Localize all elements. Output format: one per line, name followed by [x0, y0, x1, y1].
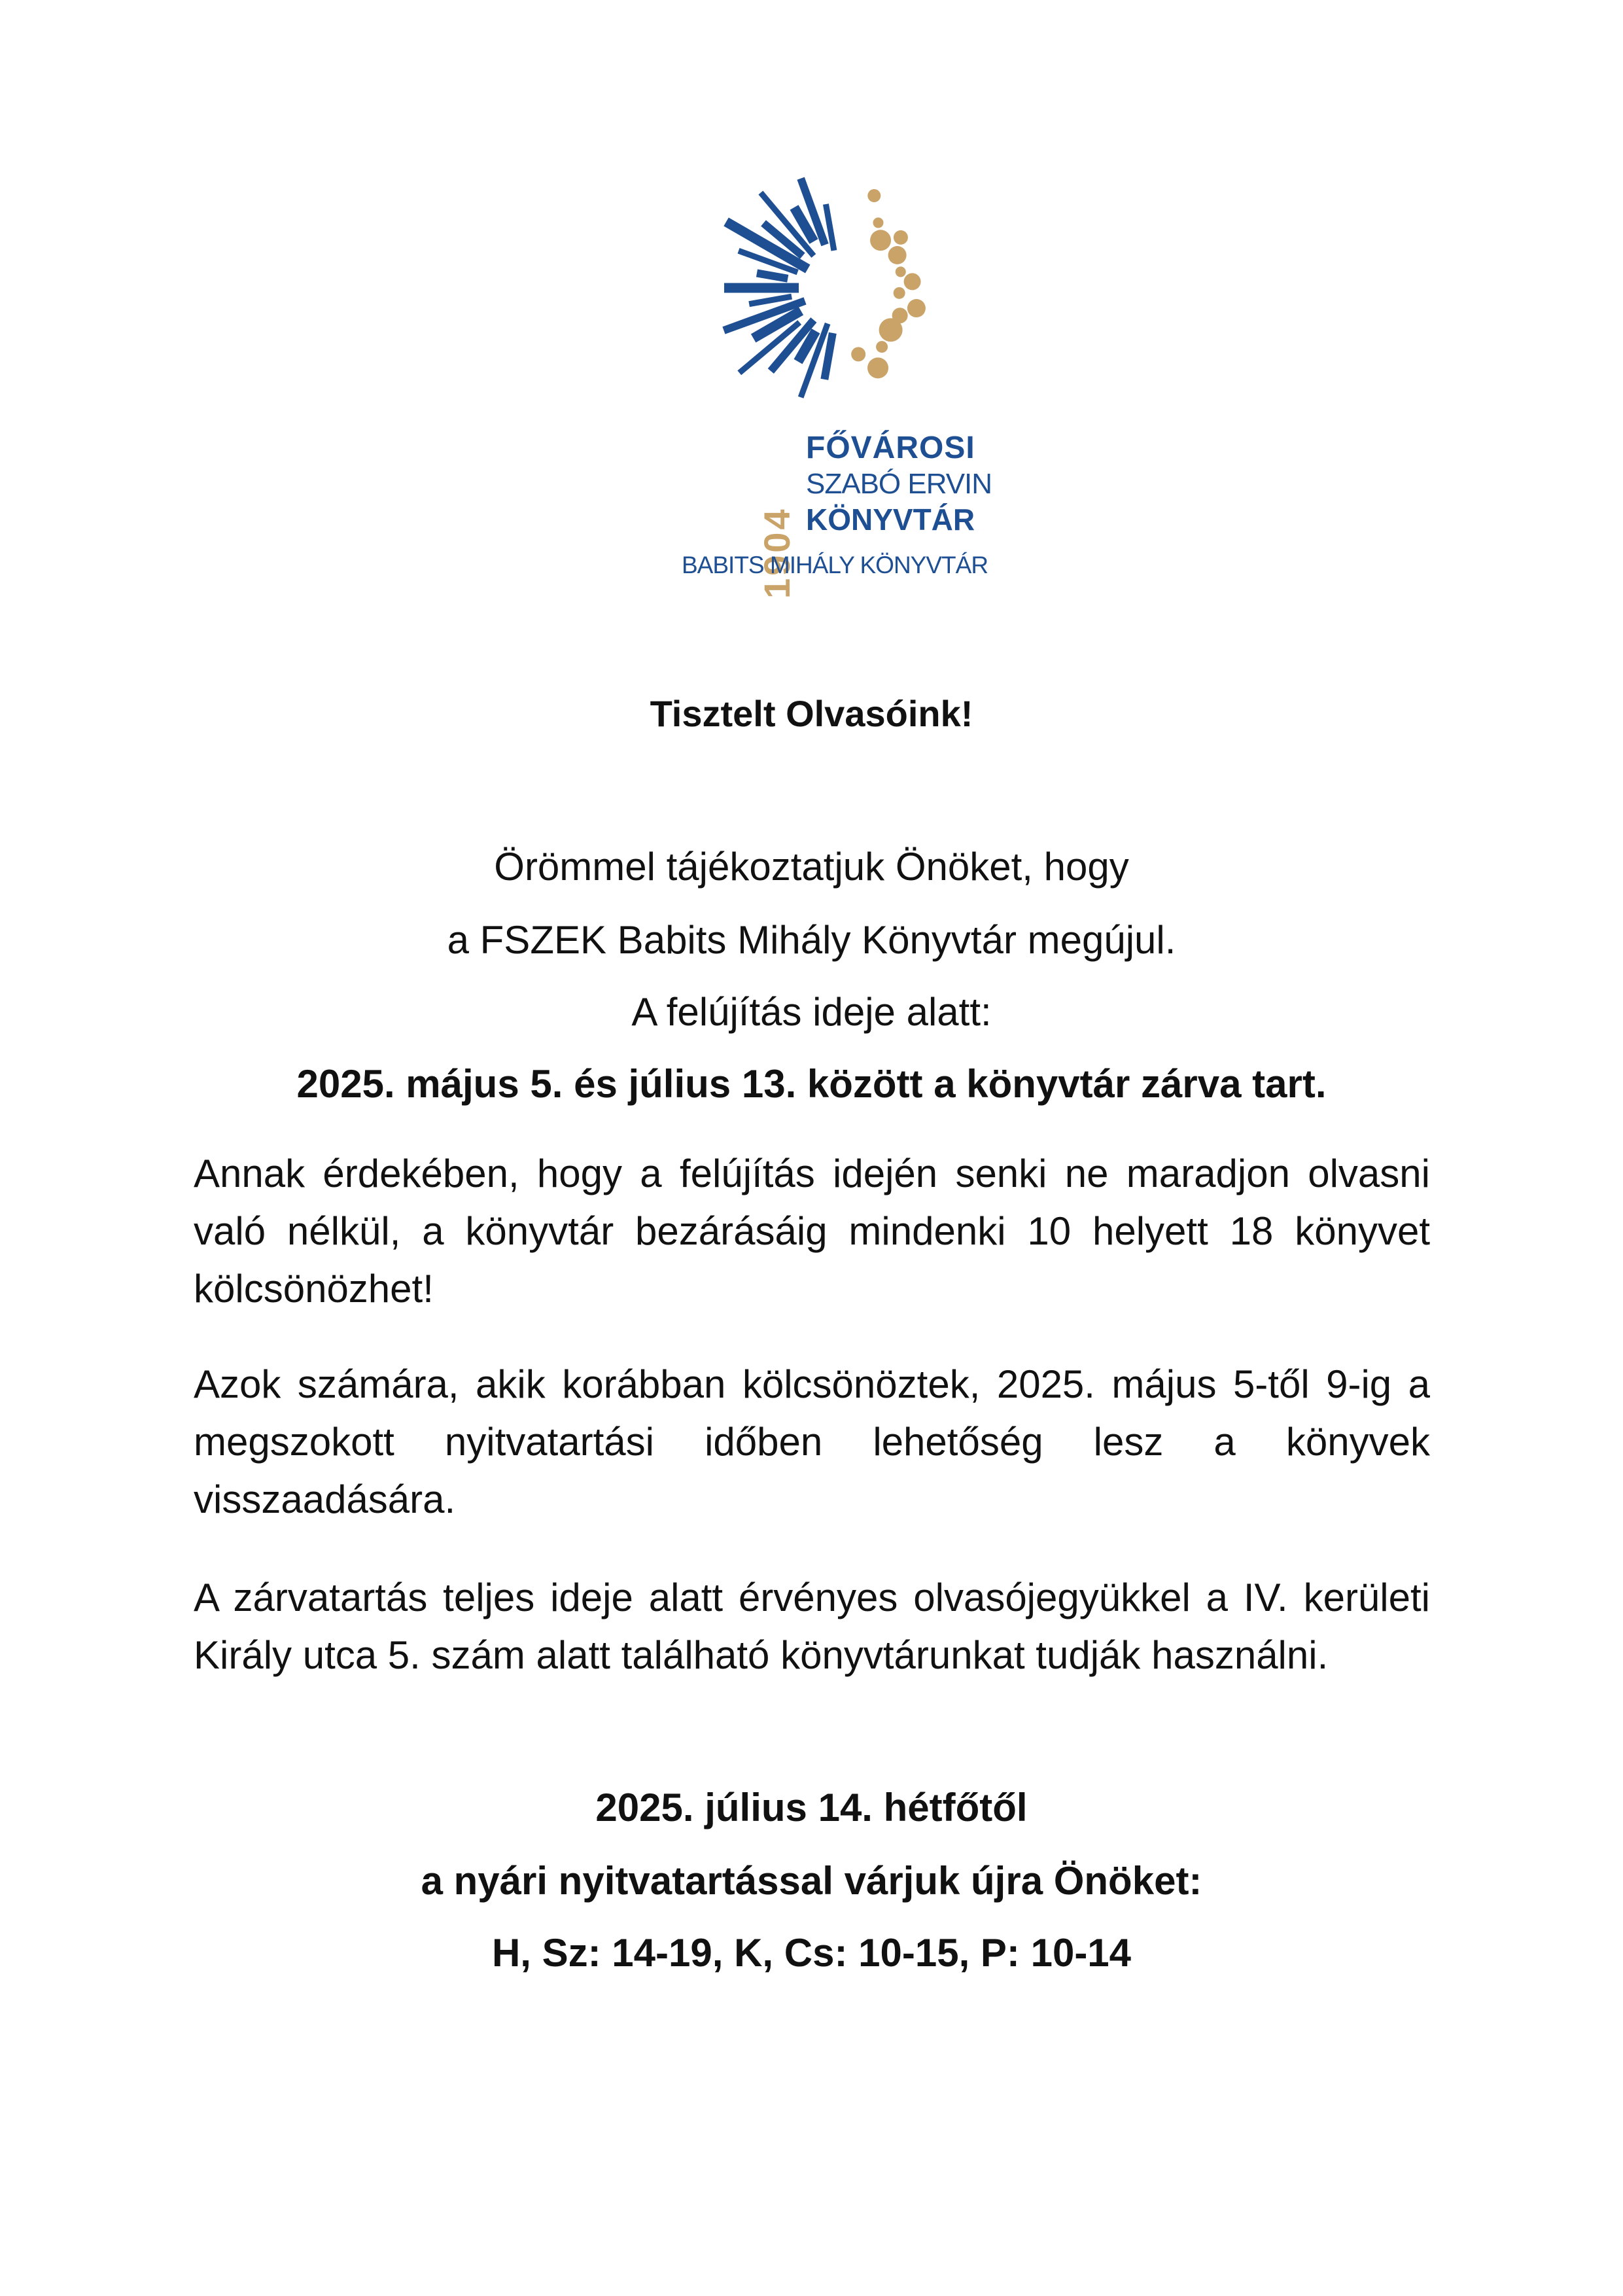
logo-dot: [894, 230, 908, 245]
logo-dots: [851, 189, 926, 378]
logo-ray: [749, 296, 792, 304]
logo-dot: [904, 273, 921, 290]
logo-dot: [870, 230, 891, 251]
opening-hours: H, Sz: 14-19, K, Cs: 10-15, P: 10-14: [491, 1931, 1132, 1975]
intro-line-2: a FSZEK Babits Mihály Könyvtár megújul.: [447, 918, 1176, 962]
logo-dot: [867, 357, 888, 378]
paragraph-alternative-library: A zárvatartás teljes ideje alatt érvényes olvasójegyükkel a IV. kerületi Király utca 5. szám alatt található könyvtárunkat tudják használni.: [194, 1576, 1430, 1677]
paragraph-loan-limit: Annak érdekében, hogy a felújítás idején senki ne maradjon olvasni való nélkül, a könyvtár bezárásáig mindenki 10 helyett 18 könyvet kölcsönözhet!: [194, 1152, 1430, 1311]
logo-emblem-icon: [654, 164, 994, 425]
reopening-message: a nyári nyitvatartással várjuk újra Önöket:: [421, 1859, 1202, 1903]
paragraph-returns: Azok számára, akik korábban kölcsönöztek, 2025. május 5-től 9-ig a megszokott nyitvatartási időben lehetőség lesz a könyvek visszaadására.: [194, 1362, 1430, 1521]
logo-dot: [867, 189, 881, 202]
logo-dot: [896, 266, 906, 277]
logo-line-1: FŐVÁROSI: [806, 431, 975, 465]
logo-line-2: SZABÓ ERVIN: [806, 468, 992, 500]
logo-wordmark: [654, 429, 994, 599]
logo-dot: [907, 299, 926, 317]
logo-dot: [851, 347, 865, 361]
library-logo: [654, 164, 994, 599]
logo-dot: [876, 341, 888, 353]
logo-dot: [873, 217, 884, 228]
logo-year: 1904: [756, 506, 797, 599]
logo-subtitle: BABITS MIHÁLY KÖNYVTÁR: [682, 552, 988, 578]
logo-dot: [894, 287, 905, 299]
reopening-date: 2025. július 14. hétfőtől: [595, 1786, 1028, 1829]
logo-dot: [879, 318, 903, 342]
logo-ray: [824, 333, 833, 380]
greeting-heading: Tisztelt Olvasóink!: [650, 693, 973, 734]
closure-notice: 2025. május 5. és július 13. között a könyvtár zárva tart.: [296, 1062, 1327, 1106]
logo-ray: [757, 273, 788, 278]
logo-line-3: KÖNYVTÁR: [806, 503, 975, 537]
logo-dot: [888, 246, 907, 264]
logo-rays: [724, 179, 833, 398]
intro-line-3: A felújítás ideje alatt:: [631, 990, 992, 1034]
intro-line-1: Örömmel tájékoztatjuk Önöket, hogy: [494, 845, 1129, 889]
